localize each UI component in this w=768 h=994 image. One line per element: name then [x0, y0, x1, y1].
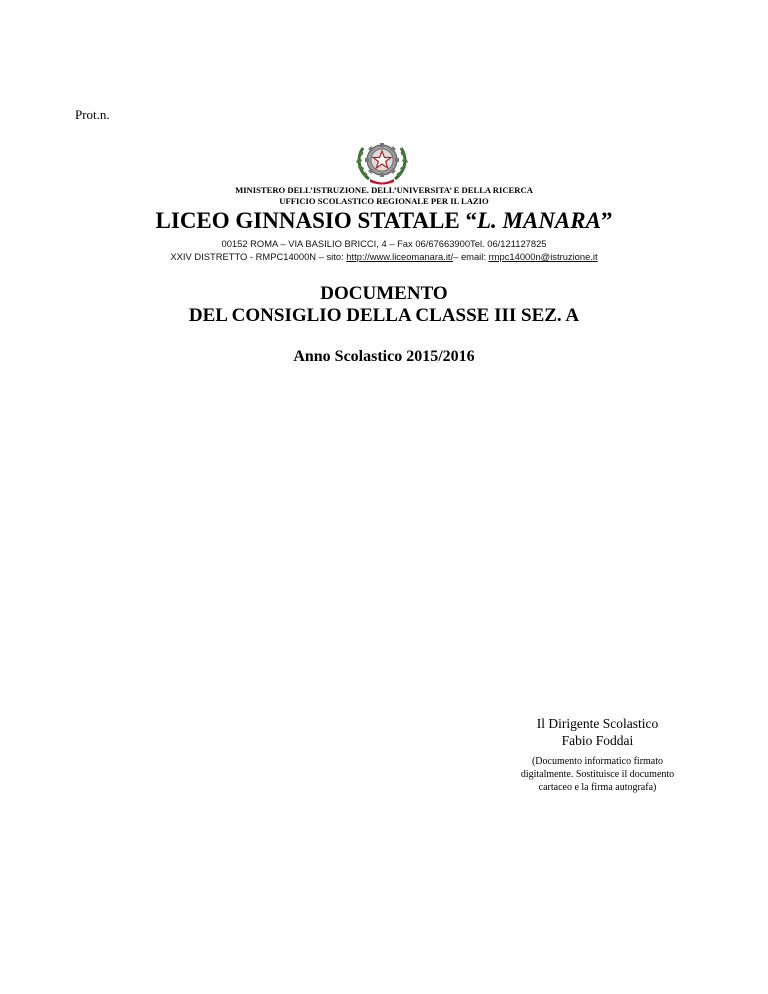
document-title-line2: DEL CONSIGLIO DELLA CLASSE III SEZ. A	[188, 305, 580, 326]
district-line	[0, 250, 768, 263]
protocol-number-label: Prot.n.	[75, 107, 110, 122]
signature-block	[500, 715, 695, 794]
signer-role: Il Dirigente Scolastico	[536, 716, 659, 731]
ministry-line: MINISTERO DELL’ISTRUZIONE. DELL’UNIVERSITA’ E DELLA RICERCA	[235, 185, 533, 195]
document-title-line1: DOCUMENTO	[320, 283, 448, 304]
document-title	[0, 283, 768, 327]
school-year: Anno Scolastico 2015/2016	[293, 348, 475, 365]
signature-note-line: (Documento informatico firmato	[531, 756, 664, 767]
address-line: 00152 ROMA – VIA BASILIO BRICCI, 4 – Fax 06/67663900Tel. 06/121127825	[221, 238, 547, 249]
email-label: – email:	[453, 251, 489, 262]
district-prefix: XXIV DISTRETTO - RMPC14000N – sito:	[170, 251, 347, 262]
school-name	[0, 208, 768, 234]
school-name-italic: L. MANARA	[476, 208, 601, 233]
italian-republic-emblem-icon	[353, 136, 411, 186]
school-address	[0, 237, 768, 263]
website-link[interactable]: http://www.liceomanara.it/	[346, 251, 454, 262]
regional-office-line: UFFICIO SCOLASTICO REGIONALE PER IL LAZIO	[279, 196, 489, 206]
signature-note-line: digitalmente. Sostituisce il documento	[520, 769, 675, 780]
signer-name: Fabio Foddai	[561, 733, 634, 748]
school-name-prefix: LICEO GINNASIO STATALE “	[155, 208, 477, 233]
signature-note-line: cartaceo e la firma autografa)	[538, 782, 657, 793]
ministry-heading	[0, 185, 768, 207]
digital-signature-note	[500, 755, 695, 794]
school-name-suffix: ”	[600, 208, 613, 233]
email-link[interactable]: rmpc14000n@istruzione.it	[488, 251, 598, 262]
